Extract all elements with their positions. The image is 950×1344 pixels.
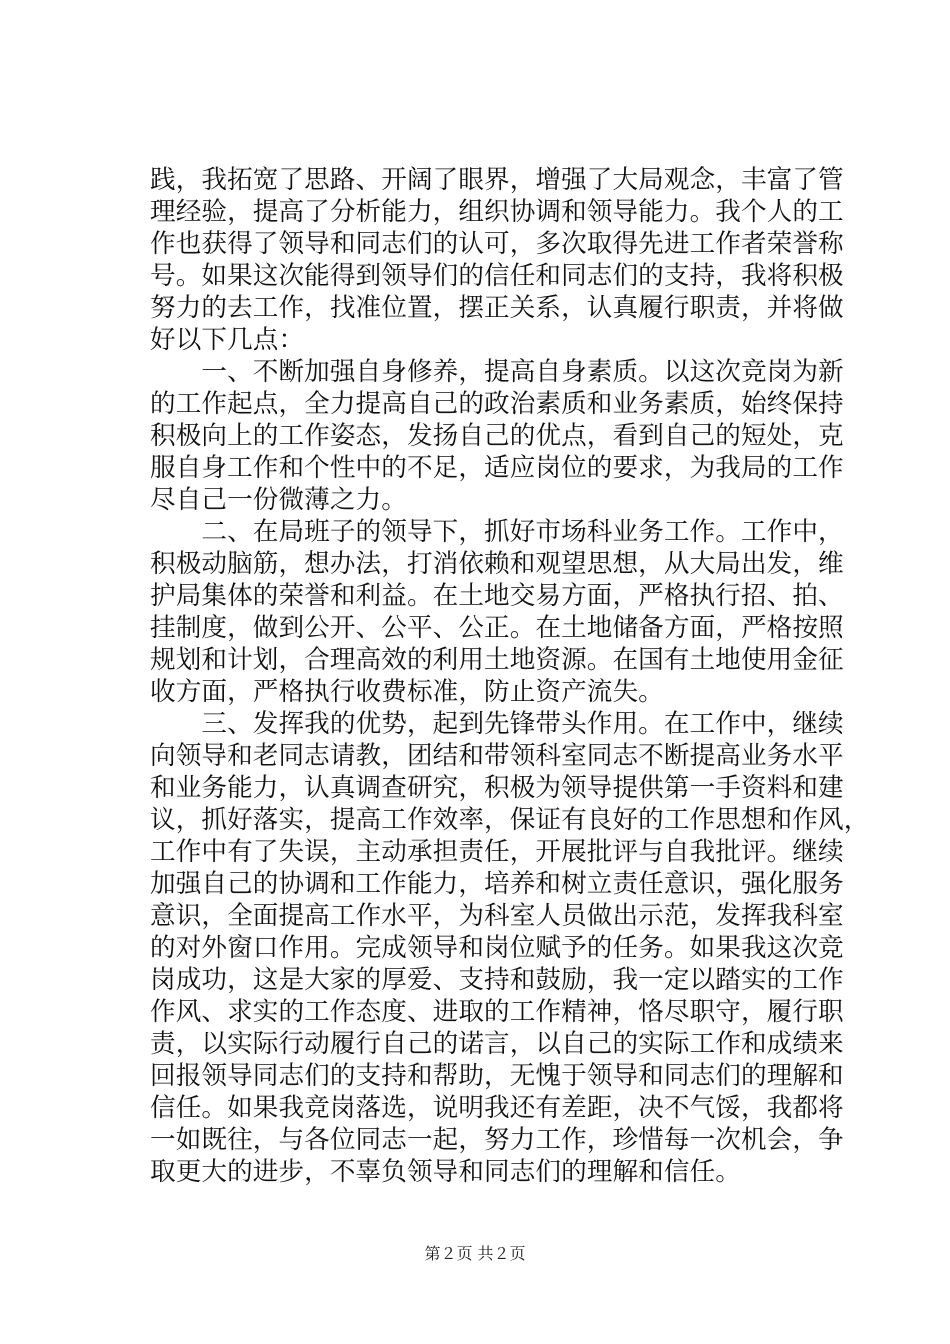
text-line: 努力的去工作，找准位置，摆正关系，认真履行职责，并将做 (150, 293, 844, 323)
text-line: 作风、求实的工作态度、进取的工作精神，恪尽职守，履行职 (150, 997, 844, 1027)
text-line: 三、发挥我的优势，起到先锋带头作用。在工作中，继续 (150, 709, 844, 739)
text-line: 向领导和老同志请教，团结和带领科室同志不断提高业务水平 (150, 741, 844, 771)
text-line: 一、不断加强自身修养，提高自身素质。以这次竞岗为新 (150, 357, 844, 387)
text-line: 理经验，提高了分析能力，组织协调和领导能力。我个人的工 (150, 197, 844, 227)
document-body (150, 164, 870, 1188)
text-line: 责，以实际行动履行自己的诺言，以自己的实际工作和成绩来 (150, 1029, 844, 1059)
text-line: 二、在局班子的领导下，抓好市场科业务工作。工作中， (150, 517, 844, 547)
text-line: 取更大的进步，不辜负领导和同志们的理解和信任。 (150, 1157, 741, 1187)
text-line: 的对外窗口作用。完成领导和岗位赋予的任务。如果我这次竞 (150, 933, 844, 963)
text-line: 积极动脑筋，想办法，打消依赖和观望思想，从大局出发，维 (150, 549, 844, 579)
text-line: 挂制度，做到公开、公平、公正。在土地储备方面，严格按照 (150, 613, 844, 643)
text-line: 和业务能力，认真调查研究，积极为领导提供第一手资料和建 (150, 773, 844, 803)
text-line: 议，抓好落实，提高工作效率，保证有良好的工作思想和作风， (150, 805, 870, 835)
text-line: 尽自己一份微薄之力。 (150, 485, 407, 515)
text-line: 回报领导同志们的支持和帮助，无愧于领导和同志们的理解和 (150, 1061, 844, 1091)
text-line: 收方面，严格执行收费标准，防止资产流失。 (150, 677, 664, 707)
text-line: 意识，全面提高工作水平，为科室人员做出示范，发挥我科室 (150, 901, 844, 931)
text-line: 护局集体的荣誉和利益。在土地交易方面，严格执行招、拍、 (150, 581, 844, 611)
text-line: 践，我拓宽了思路、开阔了眼界，增强了大局观念，丰富了管 (150, 165, 844, 195)
text-line: 规划和计划，合理高效的利用土地资源。在国有土地使用金征 (150, 645, 844, 675)
text-line: 加强自己的协调和工作能力，培养和树立责任意识，强化服务 (150, 869, 844, 899)
text-line: 服自身工作和个性中的不足，适应岗位的要求，为我局的工作 (150, 453, 844, 483)
text-line: 积极向上的工作姿态，发扬自己的优点，看到自己的短处，克 (150, 421, 844, 451)
text-line: 的工作起点，全力提高自己的政治素质和业务素质，始终保持 (150, 389, 844, 419)
text-line: 号。如果这次能得到领导们的信任和同志们的支持，我将积极 (150, 261, 844, 291)
text-line: 岗成功，这是大家的厚爱、支持和鼓励，我一定以踏实的工作 (150, 965, 844, 995)
text-line: 好以下几点： (150, 325, 305, 355)
page-number-footer: 第２页 共２页 (424, 1244, 526, 1263)
text-line: 工作中有了失误，主动承担责任，开展批评与自我批评。继续 (150, 837, 844, 867)
text-line: 作也获得了领导和同志们的认可，多次取得先进工作者荣誉称 (150, 229, 844, 259)
text-line: 一如既往，与各位同志一起，努力工作，珍惜每一次机会，争 (150, 1125, 844, 1155)
text-line: 信任。如果我竞岗落选，说明我还有差距，决不气馁，我都将 (150, 1093, 844, 1123)
